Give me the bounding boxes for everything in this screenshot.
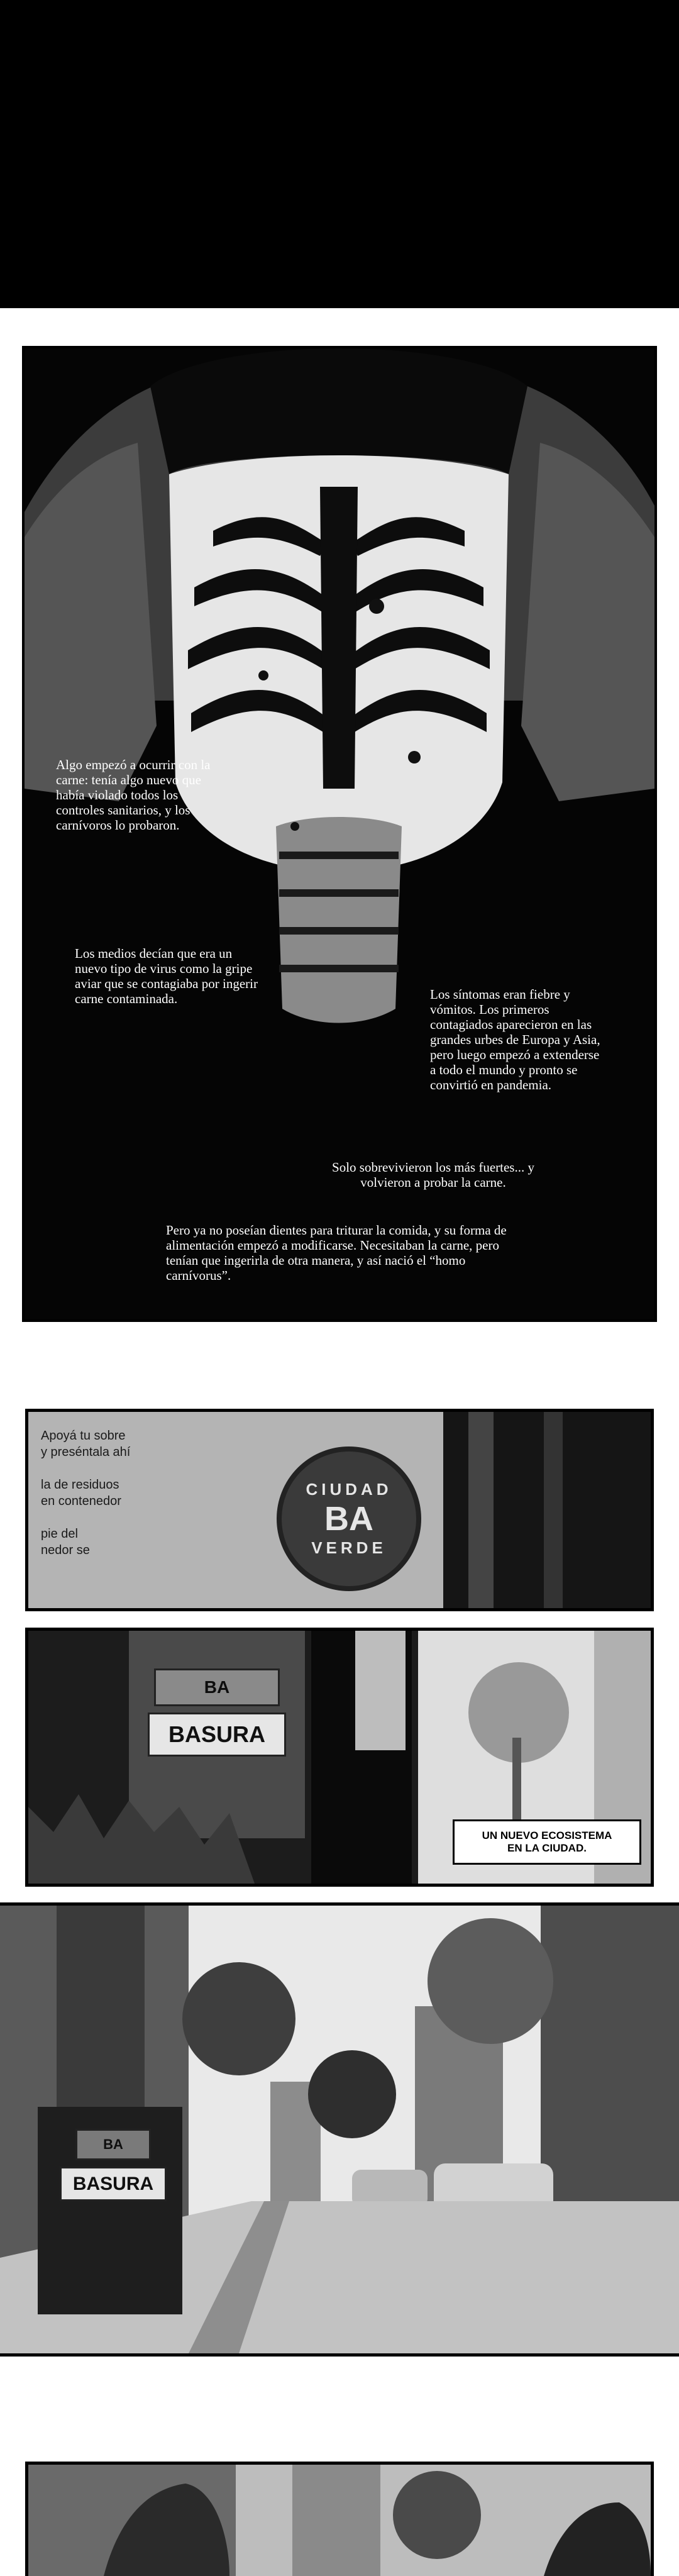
badge-top-word: CIUDAD: [306, 1480, 392, 1499]
basura-label: BASURA: [148, 1713, 286, 1757]
comic-panel-overgrown-street: [0, 1902, 679, 2357]
top-black-band: [0, 0, 679, 308]
partial-illustration: [28, 2465, 651, 2576]
caption-text: UN NUEVO ECOSISTEMA EN LA CIUDAD.: [482, 1829, 612, 1854]
bin-logo-plate-2: BA: [75, 2129, 151, 2160]
comic-panel-sign: [25, 1409, 654, 1611]
caption-2: Los medios decían que era un nuevo tipo de virus como la gripe aviar que se contagiaba por ingerir carne contaminada.: [75, 946, 258, 1006]
badge-bottom-word: VERDE: [311, 1538, 387, 1557]
caption-1: Algo empezó a ocurrir con la carne: tenía algo nuevo que había violado todos los controles sanitarios, y los carnívoros lo probaron.: [56, 757, 211, 833]
comic-panel-street-bin: [25, 1628, 654, 1887]
caption-4: Solo sobrevivieron los más fuertes... y volvieron a probar la carne.: [332, 1160, 534, 1190]
bin-logo-plate: BA: [154, 1668, 280, 1706]
caption-box: [453, 1819, 641, 1865]
badge-logo-mark: BA: [324, 1500, 373, 1538]
caption-5: Pero ya no poseían dientes para triturar la comida, y su forma de alimentación empezó a modificarse. Necesitaban la carne, pero tenían que ingerirla de otra manera, y así nació el “homo carnívorus”.: [166, 1223, 507, 1283]
comic-panel-skeleton: [22, 346, 657, 1322]
sign-text: Apoyá tu sobre y preséntala ahí la de residuos en contenedor pie del nedor se: [41, 1429, 131, 1557]
ciudad-verde-badge: [277, 1446, 421, 1591]
caption-3: Los síntomas eran fiebre y vómitos. Los primeros contagiados aparecieron en las grandes urbes de Europa y Asia, pero luego empezó a extenderse a todo el mundo y pronto se convirtió en pandemia.: [430, 987, 600, 1092]
basura-label-2: BASURA: [60, 2167, 167, 2201]
comic-panel-partial: [25, 2462, 654, 2576]
